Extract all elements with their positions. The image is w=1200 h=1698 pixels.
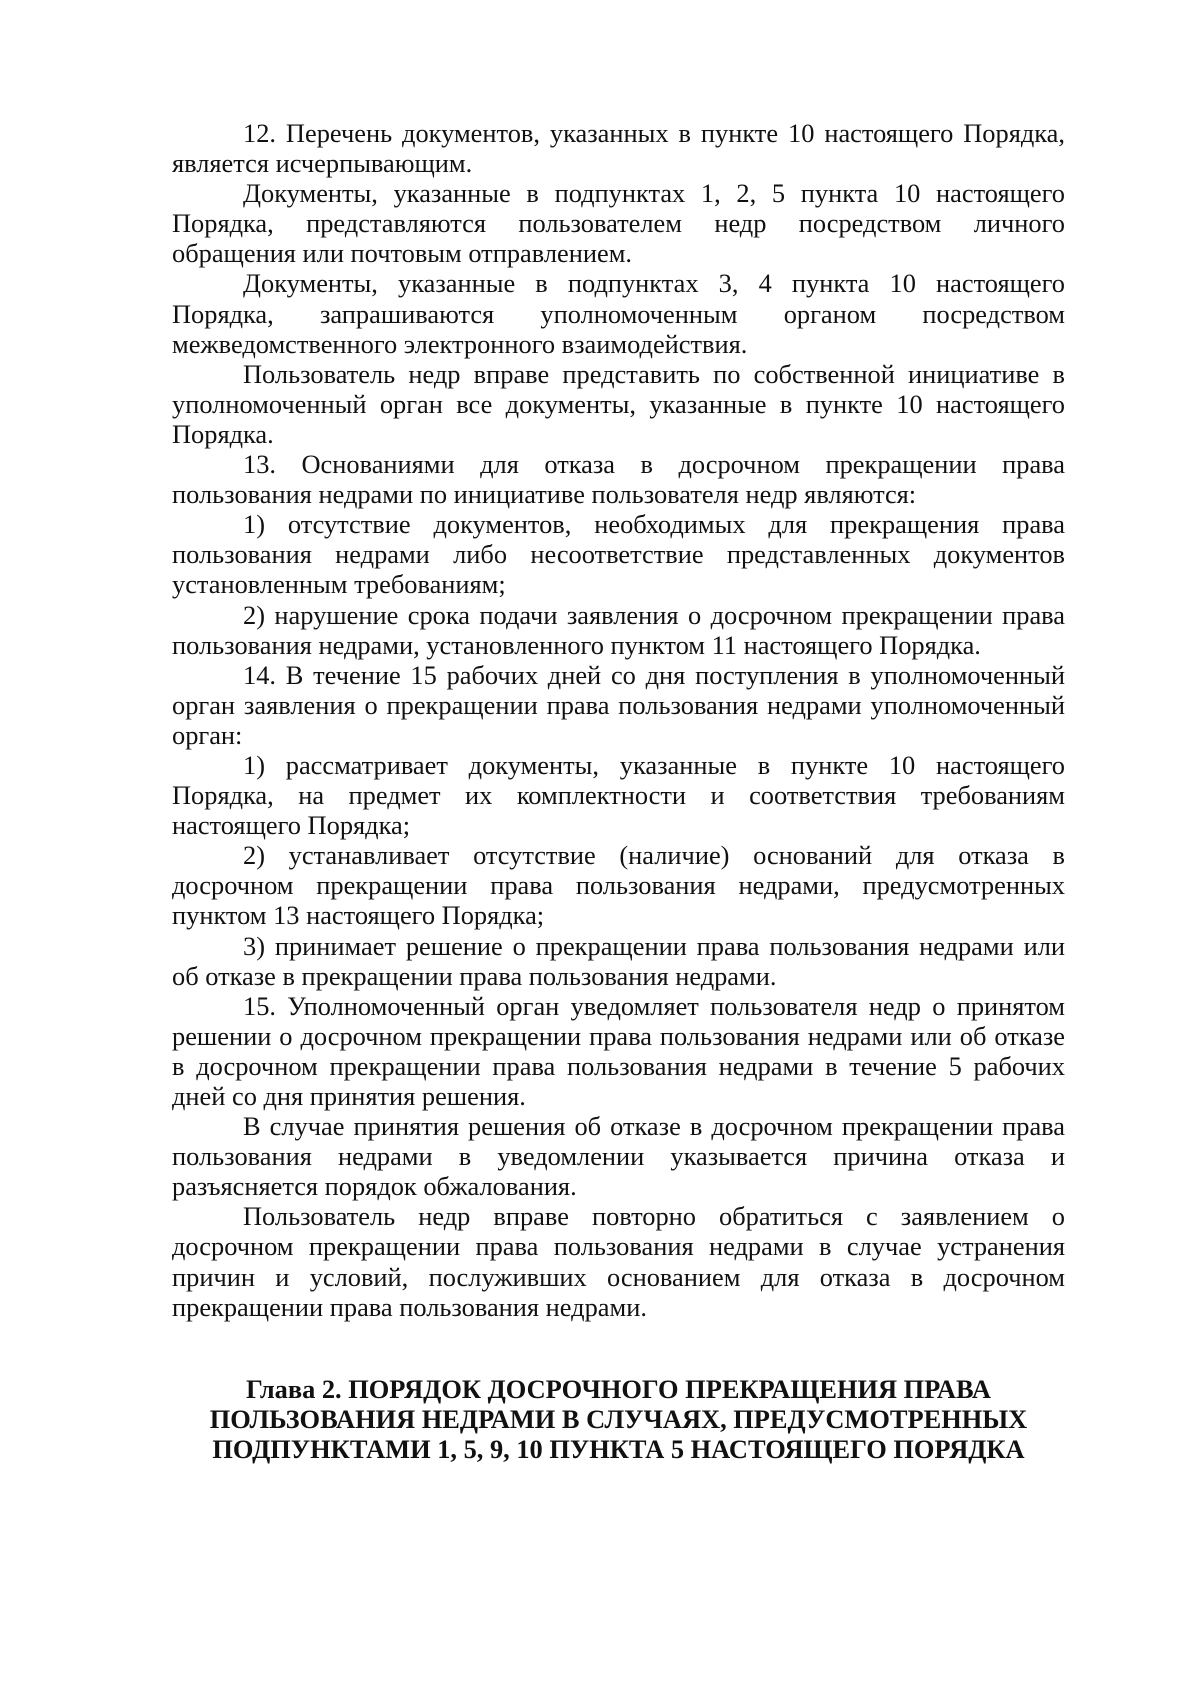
- paragraph-15-reapply: Пользователь недр вправе повторно обратиться с заявлением о досрочном прекращении права пользования недрами в случае устранения причин и условий, послуживших основанием для отказа в досрочном прекращении права пользования недрами.: [172, 1201, 1065, 1322]
- paragraph-15: 15. Уполномоченный орган уведомляет пользователя недр о принятом решении о досрочном прекращении права пользования недрами или об отказе в досрочном прекращении права пользования недрами в течение 5 рабочих дней со дня принятия решения.: [172, 990, 1065, 1111]
- paragraph-13: 13. Основаниями для отказа в досрочном прекращении права пользования недрами по инициативе пользователя недр являются:: [172, 449, 1065, 510]
- paragraph-14-item-1: 1) рассматривает документы, указанные в пункте 10 настоящего Порядка, на предмет их комплектности и соответствия требованиям настоящего Порядка;: [172, 749, 1065, 841]
- paragraph-12: 12. Перечень документов, указанных в пункте 10 настоящего Порядка, является исчерпывающим.: [172, 118, 1065, 179]
- paragraph-12-docs-interagency: Документы, указанные в подпунктах 3, 4 пункта 10 настоящего Порядка, запрашиваются уполномоченным органом посредством межведомственного электронного взаимодействия.: [172, 268, 1065, 359]
- chapter-heading-line-2: ПОЛЬЗОВАНИЯ НЕДРАМИ В СЛУЧАЯХ, ПРЕДУСМОТРЕННЫХ: [209, 1403, 1028, 1434]
- paragraph-13-item-1: 1) отсутствие документов, необходимых для прекращения права пользования недрами либо несоответствие представленных документов установленным требованиям;: [172, 509, 1065, 600]
- paragraph-14-item-2: 2) устанавливает отсутствие (наличие) оснований для отказа в досрочном прекращении права пользования недрами, предусмотренных пунктом 13 настоящего Порядка;: [172, 840, 1065, 931]
- chapter-heading-line-3: ПОДПУНКТАМИ 1, 5, 9, 10 ПУНКТА 5 НАСТОЯЩЕГО ПОРЯДКА: [212, 1433, 1025, 1464]
- chapter-heading: [172, 1374, 1065, 1464]
- paragraph-13-item-2: 2) нарушение срока подачи заявления о досрочном прекращении права пользования недрами, установленного пунктом 11 настоящего Порядка.: [172, 599, 1065, 660]
- document-page: [172, 118, 1065, 1464]
- paragraph-14: 14. В течение 15 рабочих дней со дня поступления в уполномоченный орган заявления о прекращении права пользования недрами уполномоченный орган:: [172, 659, 1065, 750]
- paragraph-12-docs-personal: Документы, указанные в подпунктах 1, 2, 5 пункта 10 настоящего Порядка, представляются пользователем недр посредством личного обращения или почтовым отправлением.: [172, 178, 1065, 269]
- chapter-heading-line-1: Глава 2. ПОРЯДОК ДОСРОЧНОГО ПРЕКРАЩЕНИЯ ПРАВА: [246, 1373, 991, 1404]
- paragraph-15-refusal: В случае принятия решения об отказе в досрочном прекращении права пользования недрами в уведомлении указывается причина отказа и разъясняется порядок обжалования.: [172, 1111, 1065, 1202]
- paragraph-12-own-initiative: Пользователь недр вправе представить по собственной инициативе в уполномоченный орган все документы, указанные в пункте 10 настоящего Порядка.: [172, 358, 1065, 449]
- paragraph-14-item-3: 3) принимает решение о прекращении права пользования недрами или об отказе в прекращении права пользования недрами.: [172, 930, 1065, 991]
